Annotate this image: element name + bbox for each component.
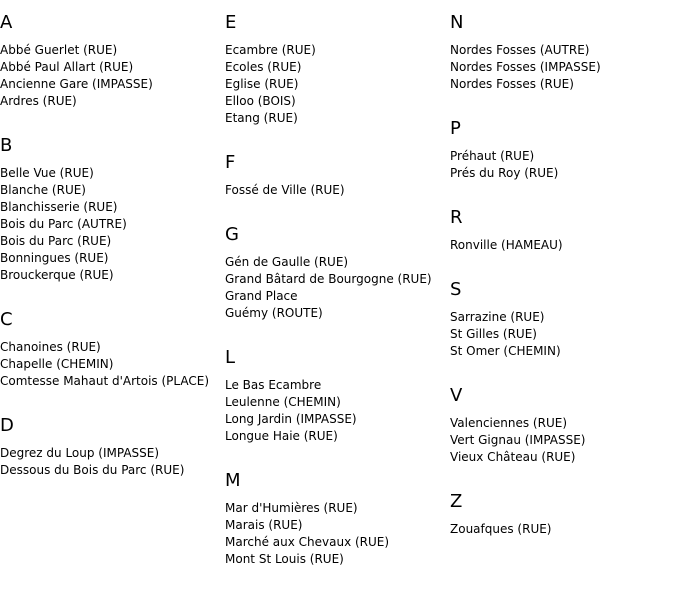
street-list — [225, 182, 450, 199]
street-link[interactable]: Vert Gignau (IMPASSE) — [450, 433, 586, 447]
street-link[interactable]: Nordes Fosses (RUE) — [450, 77, 574, 91]
street-link[interactable]: Guémy (ROUTE) — [225, 306, 323, 320]
street-link[interactable]: Ronville (HAMEAU) — [450, 238, 563, 252]
section-letter-heading: P — [450, 118, 461, 139]
section-letter-heading: D — [0, 415, 14, 436]
street-link[interactable]: Longue Haie (RUE) — [225, 429, 338, 443]
street-link[interactable]: Bois du Parc (AUTRE) — [0, 217, 127, 231]
street-link[interactable]: Grand Place — [225, 289, 298, 303]
section-letter-heading: A — [0, 12, 13, 33]
section-letter-heading: B — [0, 135, 13, 156]
street-link[interactable]: Fossé de Ville (RUE) — [225, 183, 345, 197]
street-link[interactable]: Marais (RUE) — [225, 518, 303, 532]
street-link[interactable]: Ardres (RUE) — [0, 94, 77, 108]
index-column-2 — [225, 12, 450, 593]
letter-section — [450, 118, 675, 182]
street-link[interactable]: Degrez du Loup (IMPASSE) — [0, 446, 160, 460]
letter-section — [450, 491, 675, 538]
street-link[interactable]: Nordes Fosses (IMPASSE) — [450, 60, 601, 74]
street-list — [225, 42, 450, 127]
street-link[interactable]: Vieux Château (RUE) — [450, 450, 576, 464]
letter-section — [450, 385, 675, 466]
street-link[interactable]: Nordes Fosses (AUTRE) — [450, 43, 590, 57]
section-letter-heading: S — [450, 279, 462, 300]
street-list — [0, 165, 225, 284]
street-link[interactable]: Ancienne Gare (IMPASSE) — [0, 77, 153, 91]
section-letter-heading: R — [450, 207, 463, 228]
street-link[interactable]: St Gilles (RUE) — [450, 327, 537, 341]
letter-section — [450, 279, 675, 360]
section-letter-heading: E — [225, 12, 237, 33]
street-link[interactable]: Long Jardin (IMPASSE) — [225, 412, 357, 426]
street-link[interactable]: Mont St Louis (RUE) — [225, 552, 344, 566]
street-link[interactable]: Belle Vue (RUE) — [0, 166, 94, 180]
street-link[interactable]: Grand Bâtard de Bourgogne (RUE) — [225, 272, 432, 286]
index-column-1 — [0, 12, 225, 504]
street-link[interactable]: Abbé Paul Allart (RUE) — [0, 60, 134, 74]
street-list — [0, 42, 225, 110]
letter-section — [0, 415, 225, 479]
street-link[interactable]: Leulenne (CHEMIN) — [225, 395, 341, 409]
letter-section — [450, 207, 675, 254]
section-letter-heading: M — [225, 470, 241, 491]
street-list — [450, 237, 675, 254]
letter-section — [0, 309, 225, 390]
street-list — [450, 309, 675, 360]
street-link[interactable]: Gén de Gaulle (RUE) — [225, 255, 349, 269]
street-link[interactable]: Blanche (RUE) — [0, 183, 86, 197]
street-list — [225, 377, 450, 445]
section-letter-heading: C — [0, 309, 13, 330]
section-letter-heading: V — [450, 385, 463, 406]
letter-section — [0, 12, 225, 110]
street-link[interactable]: Dessous du Bois du Parc (RUE) — [0, 463, 185, 477]
section-letter-heading: N — [450, 12, 464, 33]
street-link[interactable]: Mar d'Humières (RUE) — [225, 501, 358, 515]
index-column-3 — [450, 12, 675, 563]
street-link[interactable]: Brouckerque (RUE) — [0, 268, 114, 282]
street-list — [450, 415, 675, 466]
street-link[interactable]: Abbé Guerlet (RUE) — [0, 43, 118, 57]
street-list — [450, 521, 675, 538]
street-link[interactable]: Elloo (BOIS) — [225, 94, 296, 108]
street-link[interactable]: Etang (RUE) — [225, 111, 298, 125]
street-link[interactable]: Chanoines (RUE) — [0, 340, 101, 354]
letter-section — [225, 12, 450, 127]
letter-section — [225, 224, 450, 322]
letter-section — [450, 12, 675, 93]
street-list — [225, 254, 450, 322]
street-link[interactable]: Préhaut (RUE) — [450, 149, 535, 163]
street-link[interactable]: Bois du Parc (RUE) — [0, 234, 112, 248]
street-link[interactable]: Bonningues (RUE) — [0, 251, 109, 265]
street-link[interactable]: Marché aux Chevaux (RUE) — [225, 535, 390, 549]
street-list — [225, 500, 450, 568]
section-letter-heading: F — [225, 152, 236, 173]
street-list — [0, 445, 225, 479]
section-letter-heading: L — [225, 347, 236, 368]
street-link[interactable]: Blanchisserie (RUE) — [0, 200, 118, 214]
street-link[interactable]: Valenciennes (RUE) — [450, 416, 567, 430]
letter-section — [0, 135, 225, 284]
street-link[interactable]: Eglise (RUE) — [225, 77, 299, 91]
street-link[interactable]: Ecambre (RUE) — [225, 43, 316, 57]
letter-section — [225, 347, 450, 445]
street-link[interactable]: Sarrazine (RUE) — [450, 310, 545, 324]
section-letter-heading: Z — [450, 491, 463, 512]
street-list — [450, 42, 675, 93]
street-list — [450, 148, 675, 182]
street-link[interactable]: Prés du Roy (RUE) — [450, 166, 559, 180]
street-link[interactable]: Ecoles (RUE) — [225, 60, 302, 74]
street-link[interactable]: Zouafques (RUE) — [450, 522, 552, 536]
street-link[interactable]: Comtesse Mahaut d'Artois (PLACE) — [0, 374, 210, 388]
letter-section — [225, 470, 450, 568]
section-letter-heading: G — [225, 224, 239, 245]
street-link[interactable]: Le Bas Ecambre — [225, 378, 322, 392]
letter-section — [225, 152, 450, 199]
street-link[interactable]: St Omer (CHEMIN) — [450, 344, 561, 358]
street-list — [0, 339, 225, 390]
street-link[interactable]: Chapelle (CHEMIN) — [0, 357, 114, 371]
